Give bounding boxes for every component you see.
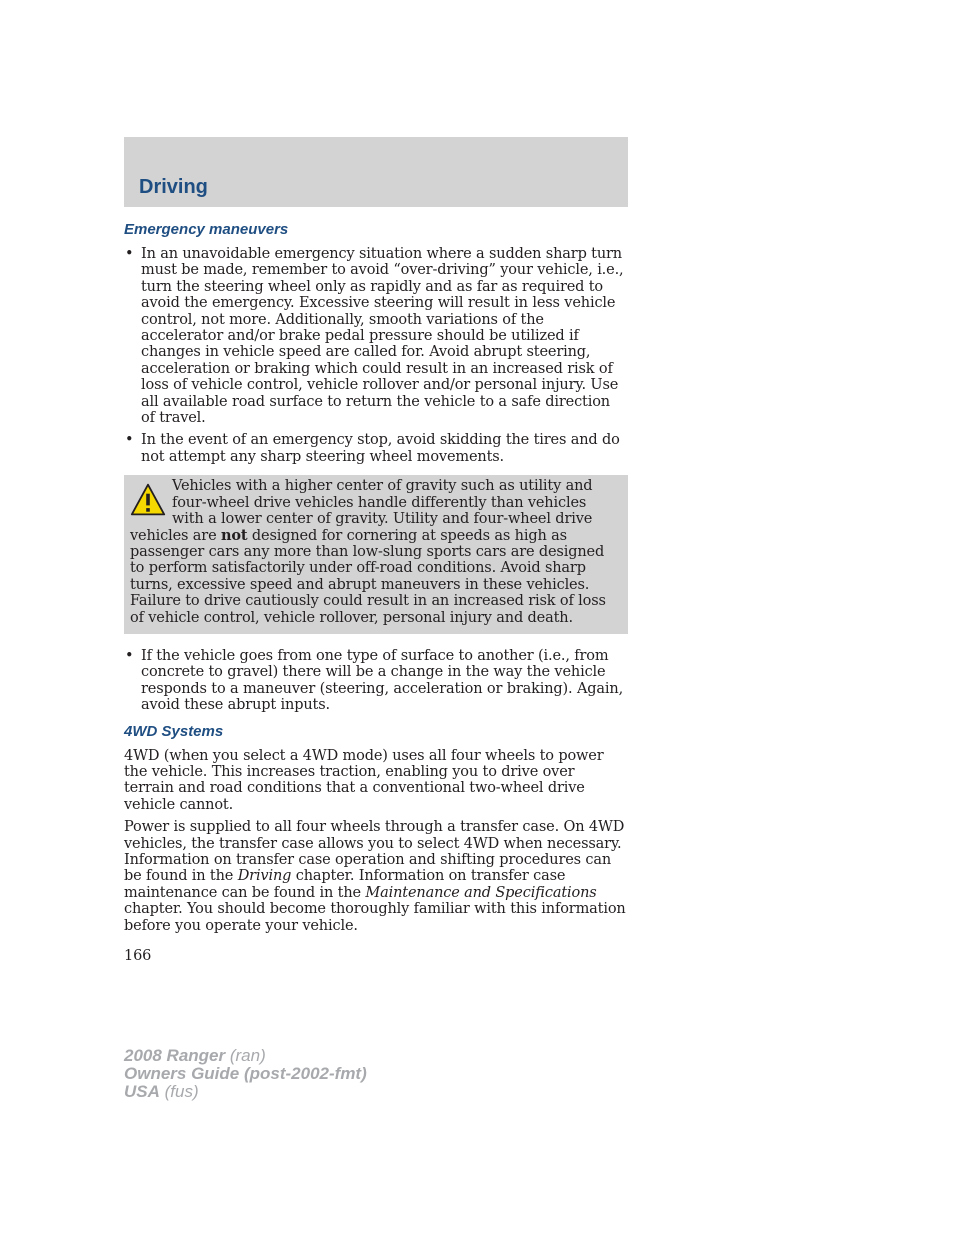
list-item: • In the event of an emergency stop, avoid skidding the tires and do not attempt any sharp steering wheel movements. [124, 432, 628, 465]
footer-line-market: USA (fus) [124, 1082, 199, 1101]
warning-text: Vehicles with a higher center of gravity such as utility and four-wheel drive vehicles handle differently than vehicles with a lower center of gravity. Utility and four-wheel drive vehicles are not designed for cornering at speeds as high as passenger cars any more than low-slung sports cars are designed to perform satisfactorily under off-road conditions. Avoid sharp turns, excessive speed and abrupt maneuvers in these vehicles. Failure to drive cautiously could result in an increased risk of loss of vehicle control, vehicle rollover, personal injury and death. [130, 478, 606, 626]
emergency-bullet-list [124, 246, 628, 465]
chapter-reference-maintenance: Maintenance and Specifications [365, 884, 597, 901]
document-footer [124, 1047, 367, 1101]
section-heading-emergency: Emergency maneuvers [124, 221, 289, 238]
surface-bullet-list [124, 648, 628, 714]
chapter-reference-driving: Driving [237, 868, 292, 885]
warning-triangle-icon [130, 482, 166, 518]
warning-emphasis: not [220, 526, 248, 544]
page-content [124, 220, 628, 964]
list-item: • In an unavoidable emergency situation where a sudden sharp turn must be made, remember to avoid “over-driving” your vehicle, i.e., turn the steering wheel only as rapidly and as far as required to avoid the emergency. Excessive steering will result in less vehicle control, not more. Additionally, smooth variations of the accelerator and/or brake pedal pressure should be utilized if changes in vehicle speed are called for. Avoid abrupt steering, acceleration or braking which could result in an increased risk of loss of vehicle control, vehicle rollover and/or personal injury. Use all available road surface to return the vehicle to a safe direction of travel. [124, 246, 628, 426]
page-number: 166 [124, 948, 152, 965]
paragraph-4wd-intro: 4WD (when you select a 4WD mode) uses all four wheels to power the vehicle. This increases traction, enabling you to drive over terrain and road conditions that a conventional two-wheel drive vehicle cannot. [124, 747, 604, 813]
warning-box [124, 475, 628, 634]
paragraph-transfer-case: Power is supplied to all four wheels through a transfer case. On 4WD vehicles, the transfer case allows you to select 4WD when necessary. Information on transfer case operation and shifting procedures can be found in the Driving chapter. Information on transfer case maintenance can be found in the Maintenance and Specifications chapter. You should become thoroughly familiar with this information before you operate your vehicle. [124, 819, 626, 934]
chapter-header-band [124, 137, 628, 207]
footer-line-model: 2008 Ranger (ran) [124, 1046, 266, 1065]
section-heading-4wd: 4WD Systems [124, 722, 224, 740]
chapter-title: Driving [139, 176, 208, 198]
footer-line-guide: Owners Guide (post-2002-fmt) [124, 1064, 367, 1083]
list-item: • If the vehicle goes from one type of surface to another (i.e., from concrete to gravel) there will be a change in the way the vehicle responds to a maneuver (steering, acceleration or braking). Again, avoid these abrupt inputs. [124, 648, 628, 714]
